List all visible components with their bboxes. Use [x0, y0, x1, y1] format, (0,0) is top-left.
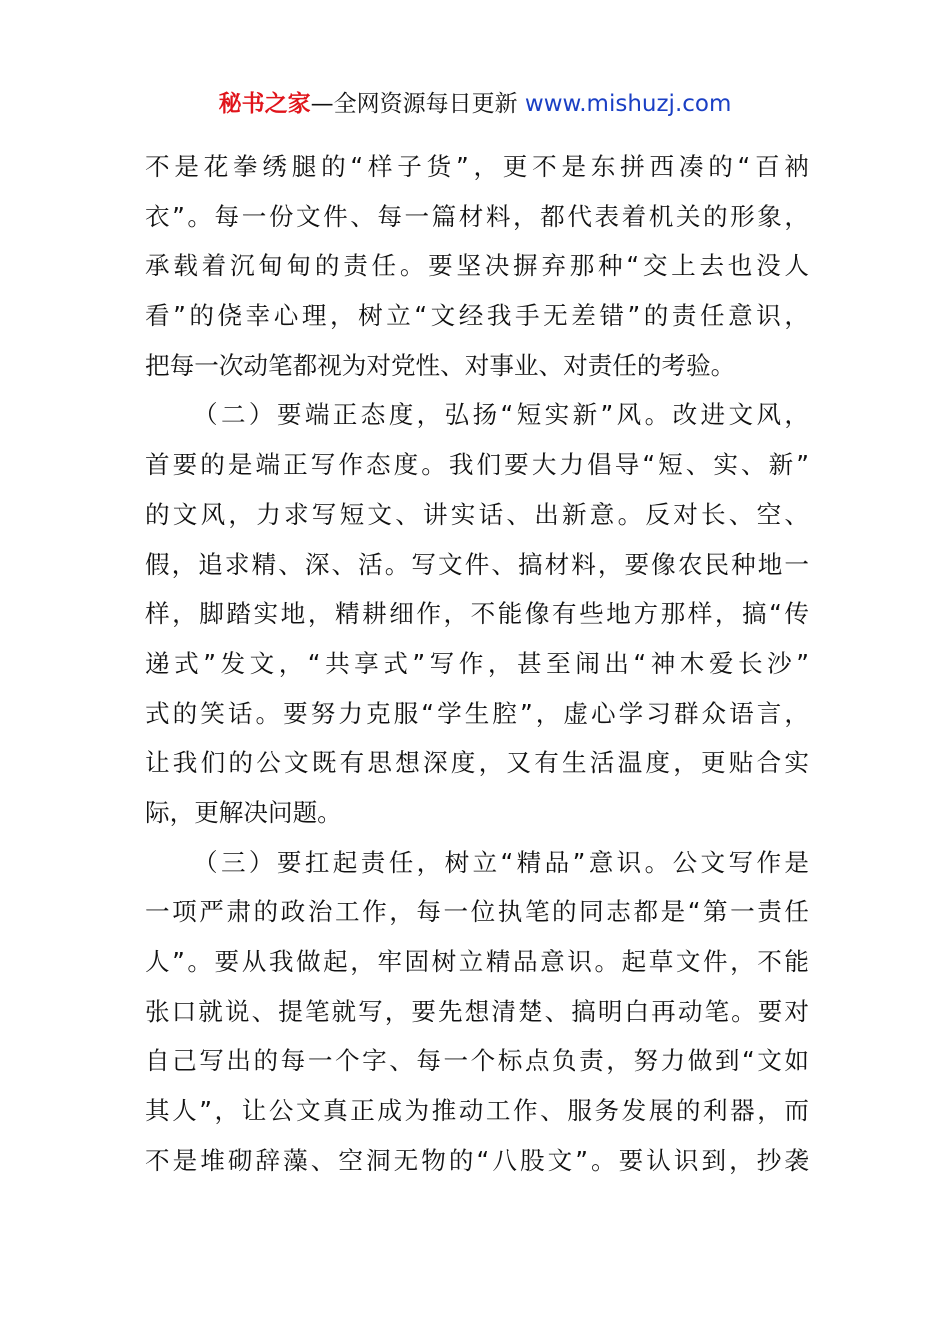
text-line: 样，脚踏实地，精耕细作，不能像有些地方那样，搞“传 [145, 599, 809, 629]
site-header [0, 88, 950, 120]
text-line: 式的笑话。要努力克服“学生腔”，虚心学习群众语言， [145, 698, 809, 728]
text-line: 承载着沉甸甸的责任。要坚决摒弃那种“交上去也没人 [145, 251, 809, 281]
text-line: 看”的侥幸心理，树立“文经我手无差错”的责任意识， [145, 301, 809, 331]
text-line: 一项严肃的政治工作，每一位执笔的同志都是“第一责任 [145, 897, 809, 927]
text-line: 首要的是端正写作态度。我们要大力倡导“短、实、新” [145, 450, 809, 480]
text-line: 其人”，让公文真正成为推动工作、服务发展的利器，而 [145, 1096, 809, 1126]
text-line: 不是花拳绣腿的“样子货”，更不是东拼西凑的“百衲 [145, 152, 809, 181]
text-line: 的文风，力求写短文、讲实话、出新意。反对长、空、 [145, 499, 809, 529]
document-body [145, 142, 809, 1185]
paragraph-heading-line: （三）要扛起责任，树立“精品”意识。公文写作是 [193, 847, 809, 877]
site-url-link[interactable]: www.mishuzj.com [524, 91, 732, 117]
site-tagline: —全网资源每日更新 [310, 91, 525, 117]
text-line: 让我们的公文既有思想深度，又有生活温度，更贴合实 [145, 748, 809, 778]
site-brand: 秘书之家 [218, 91, 311, 117]
text-line: 假，追求精、深、活。写文件、搞材料，要像农民种地一 [145, 549, 809, 579]
text-line: 递式”发文，“共享式”写作，甚至闹出“神木爱长沙” [145, 648, 809, 678]
text-line: 把每一次动笔都视为对党性、对事业、对责任的考验。 [145, 350, 736, 380]
text-line: 不是堆砌辞藻、空洞无物的“八股文”。要认识到，抄袭 [145, 1145, 809, 1175]
text-line: 自己写出的每一个字、每一个标点负责，努力做到“文如 [145, 1046, 809, 1076]
text-line: 张口就说、提笔就写，要先想清楚、搞明白再动笔。要对 [145, 996, 809, 1026]
text-line: 人”。要从我做起，牢固树立精品意识。起草文件，不能 [145, 947, 809, 976]
text-line: 衣”。每一份文件、每一篇材料，都代表着机关的形象， [145, 201, 809, 231]
paragraph-heading-line: （二）要端正态度，弘扬“短实新”风。改进文风， [193, 400, 809, 430]
text-line: 际，更解决问题。 [145, 797, 342, 827]
